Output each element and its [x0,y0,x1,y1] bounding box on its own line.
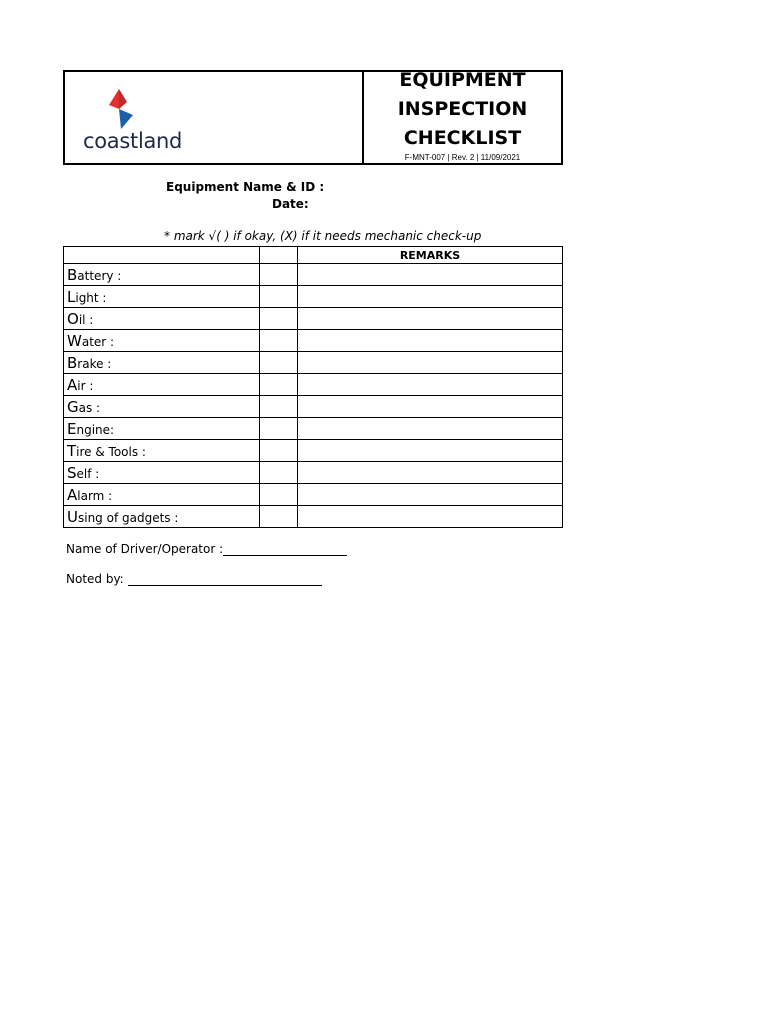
mark-header-cell [260,247,298,264]
mark-cell[interactable] [260,374,298,396]
checklist-table [63,246,563,528]
mark-cell[interactable] [260,462,298,484]
item-initial: T [67,441,77,460]
item-label: sing of gadgets : [77,510,179,525]
table-row [64,330,563,352]
item-header-cell [64,247,260,264]
noted-by-line [66,572,322,586]
remarks-cell[interactable] [298,506,563,528]
remarks-cell[interactable] [298,484,563,506]
mark-cell[interactable] [260,286,298,308]
table-row [64,396,563,418]
item-label: ire & Tools : [76,444,146,459]
title-line-3: CHECKLIST [403,127,522,149]
remarks-cell[interactable] [298,374,563,396]
item-initial: B [67,353,78,372]
item-label-cell [64,506,260,528]
item-initial: B [67,265,78,284]
item-label: attery : [77,268,122,283]
mark-cell[interactable] [260,264,298,286]
logo-wordmark: coastland [83,129,183,153]
table-row [64,308,563,330]
item-initial: A [67,375,78,394]
remarks-cell[interactable] [298,418,563,440]
remarks-cell[interactable] [298,264,563,286]
remarks-header: REMARKS [298,247,563,264]
title-line-2: INSPECTION [397,98,528,120]
item-label: il : [78,312,94,327]
item-label-cell [64,484,260,506]
coastland-logo-icon [105,89,135,129]
mark-cell[interactable] [260,330,298,352]
item-label: ight : [75,290,107,305]
table-row [64,418,563,440]
driver-name-blank[interactable] [223,543,347,556]
item-initial: W [67,331,82,350]
table-row [64,484,563,506]
table-row [64,462,563,484]
item-label-cell [64,330,260,352]
noted-by-blank[interactable] [128,573,322,586]
mark-cell[interactable] [260,308,298,330]
remarks-cell[interactable] [298,462,563,484]
remarks-cell[interactable] [298,308,563,330]
item-initial: L [67,287,76,306]
logo-cell [65,72,364,163]
item-label: as : [78,400,101,415]
item-initial: G [67,397,79,416]
item-initial: E [67,419,77,438]
item-initial: O [67,309,79,328]
driver-signature-line [66,542,347,556]
item-label-cell [64,286,260,308]
mark-cell[interactable] [260,484,298,506]
driver-label: Name of Driver/Operator : [66,542,224,556]
table-row [64,440,563,462]
item-label-cell [64,418,260,440]
item-label: larm : [77,488,113,503]
item-initial: U [67,507,78,526]
item-initial: S [67,463,77,482]
title-line-1: EQUIPMENT [399,69,526,91]
item-label-cell [64,396,260,418]
header-box [63,70,563,165]
noted-by-label: Noted by: [66,572,124,586]
equipment-name-label: Equipment Name & ID : [166,180,325,194]
remarks-cell[interactable] [298,286,563,308]
table-header-row [64,247,563,264]
remarks-cell[interactable] [298,440,563,462]
table-row [64,286,563,308]
table-row [64,374,563,396]
title-cell [364,69,561,163]
item-label-cell [64,440,260,462]
item-label: rake : [77,356,112,371]
table-row [64,506,563,528]
mark-cell[interactable] [260,396,298,418]
item-label: elf : [76,466,100,481]
remarks-cell[interactable] [298,352,563,374]
item-label-cell [64,374,260,396]
item-label-cell [64,264,260,286]
item-initial: A [67,485,78,504]
mark-cell[interactable] [260,352,298,374]
item-label: ater : [81,334,115,349]
remarks-cell[interactable] [298,396,563,418]
item-label-cell [64,308,260,330]
instruction-text: * mark √( ) if okay, (X) if it needs mechanic check-up [164,229,482,243]
mark-cell[interactable] [260,506,298,528]
table-row [64,264,563,286]
date-label: Date: [272,197,309,211]
item-label-cell [64,352,260,374]
remarks-cell[interactable] [298,330,563,352]
item-label: ngine: [76,422,115,437]
item-label: ir : [77,378,94,393]
table-row [64,352,563,374]
mark-cell[interactable] [260,418,298,440]
item-label-cell [64,462,260,484]
document-code: F-MNT-007 | Rev. 2 | 11/09/2021 [404,153,521,162]
mark-cell[interactable] [260,440,298,462]
